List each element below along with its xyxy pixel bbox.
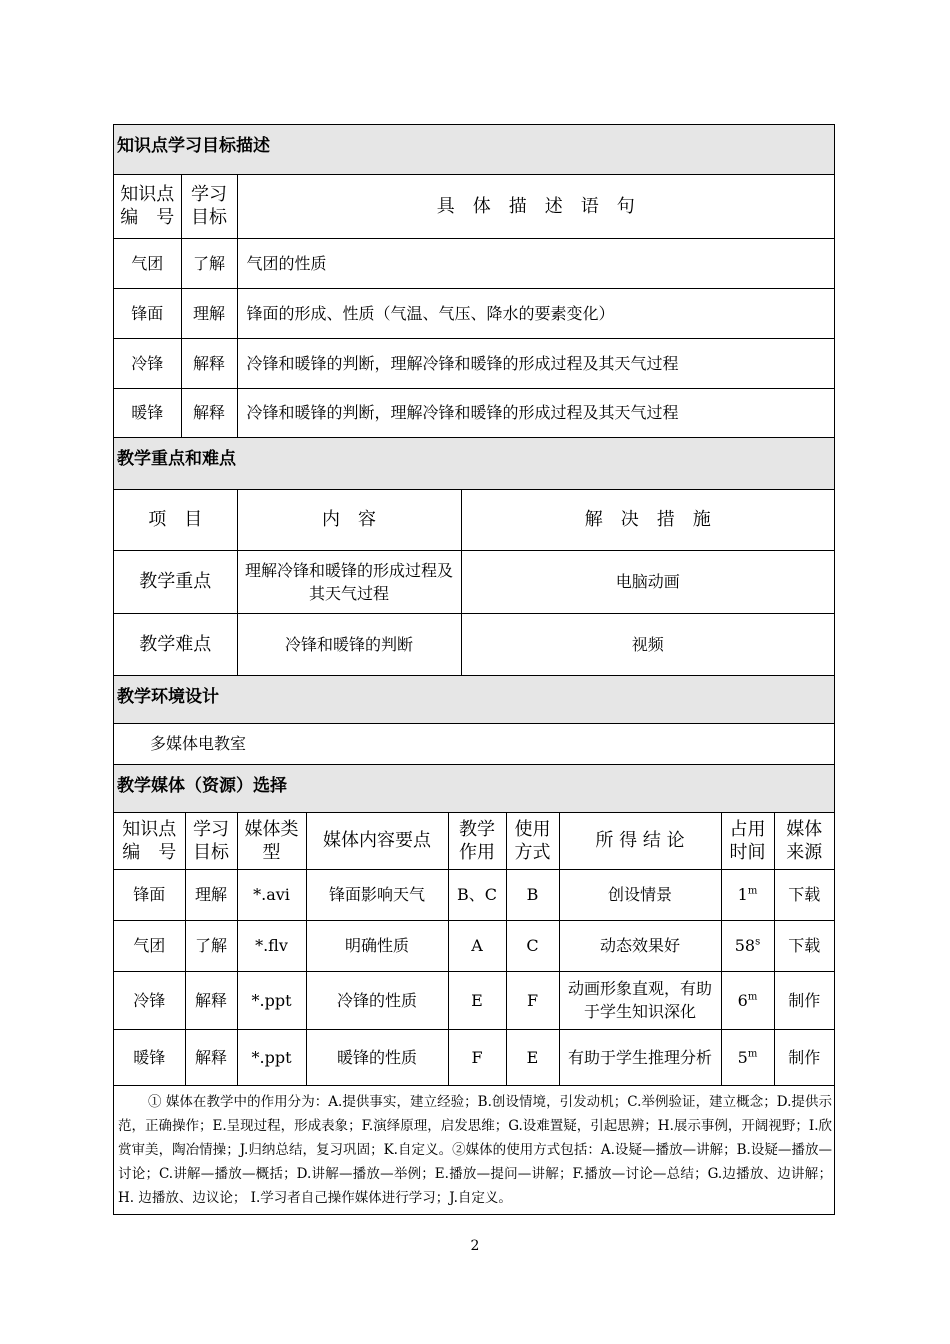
table-row [114,338,834,388]
header-cell: 具 体 描 述 语 句 [237,175,834,238]
table-row [114,288,834,338]
type-cell: *.ppt [237,971,306,1029]
time-cell [721,971,774,1029]
environment-text: 多媒体电教室 [150,734,247,753]
goal-cell: 了解 [185,920,237,971]
use-cell: C [506,920,559,971]
table-row [114,920,834,971]
keypoints-heading: 教学重点和难点 [117,449,236,469]
type-cell: *.avi [237,869,306,920]
role-cell: A [448,920,506,971]
point-cell: 气团 [114,920,185,971]
table-header-row [114,813,834,869]
section-heading [114,765,834,813]
time-unit: m [747,991,758,1003]
time-unit: m [747,1048,758,1060]
table-row [114,613,834,675]
point-cell: 冷锋 [114,338,181,388]
time-cell [721,920,774,971]
role-cell: F [448,1029,506,1085]
table-row [114,971,834,1029]
header-cell: 所 得 结 论 [559,813,721,869]
header-cell: 使用方式 [506,813,559,869]
header-cell: 学习目标 [181,175,237,238]
time-value: 6 [737,990,748,1010]
table-row [114,388,834,437]
desc-cell: 冷锋和暖锋的判断，理解冷锋和暖锋的形成过程及其天气过程 [237,388,834,437]
header-cell: 学习目标 [185,813,237,869]
environment-section [113,676,835,765]
goal-cell: 解释 [185,971,237,1029]
header-cell: 媒体类型 [237,813,306,869]
header-cell: 媒体来源 [774,813,834,869]
section-heading [114,676,834,724]
result-cell: 创设情景 [559,869,721,920]
goal-cell: 解释 [181,338,237,388]
source-cell: 制作 [774,971,834,1029]
time-value: 1 [737,885,748,904]
type-cell: *.ppt [237,1029,306,1085]
goal-cell: 了解 [181,238,237,288]
time-value: 58 [734,936,756,955]
point-cell: 暖锋 [114,1029,185,1085]
keypoints-section [113,438,835,676]
role-cell: E [448,971,506,1029]
time-unit: m [747,885,758,897]
time-cell [721,869,774,920]
source-cell: 下载 [774,920,834,971]
role-cell: B、C [448,869,506,920]
time-value: 5 [737,1047,748,1067]
point-cell: 锋面 [114,869,185,920]
content-cell: 锋面影响天气 [306,869,448,920]
time-unit: s [755,936,761,948]
point-cell: 气团 [114,238,181,288]
result-cell: 动态效果好 [559,920,721,971]
keypoints-table [114,490,834,675]
table-header-row [114,175,834,238]
content-cell: 明确性质 [306,920,448,971]
goal-cell: 理解 [185,869,237,920]
header-cell: 项 目 [114,490,237,550]
use-cell: B [506,869,559,920]
page-number: 2 [470,1238,480,1254]
time-cell [721,1029,774,1085]
content-cell: 理解冷锋和暖锋的形成过程及其天气过程 [237,550,461,613]
goal-cell: 解释 [181,388,237,437]
header-cell: 教学作用 [448,813,506,869]
section-heading [114,438,834,490]
point-cell: 暖锋 [114,388,181,437]
section-heading [114,125,834,175]
result-cell: 有助于学生推理分析 [559,1029,721,1085]
objectives-section [113,124,835,438]
objectives-heading: 知识点学习目标描述 [117,136,270,156]
content-cell: 冷锋和暖锋的判断 [237,613,461,675]
point-cell: 冷锋 [114,971,185,1029]
use-cell: E [506,1029,559,1085]
header-cell: 占用时间 [721,813,774,869]
solution-cell: 视频 [461,613,834,675]
header-cell: 知识点编 号 [114,175,181,238]
environment-heading: 教学环境设计 [117,687,219,707]
desc-cell: 气团的性质 [237,238,834,288]
source-cell: 下载 [774,869,834,920]
table-row [114,550,834,613]
source-cell: 制作 [774,1029,834,1085]
table-row [114,869,834,920]
use-cell: F [506,971,559,1029]
content-cell: 暖锋的性质 [306,1029,448,1085]
table-row [114,238,834,288]
item-cell: 教学重点 [114,550,237,613]
point-cell: 锋面 [114,288,181,338]
media-heading: 教学媒体（资源）选择 [117,776,287,796]
header-cell: 解 决 措 施 [461,490,834,550]
header-cell: 知识点编 号 [114,813,185,869]
content-cell: 冷锋的性质 [306,971,448,1029]
header-cell: 内 容 [237,490,461,550]
solution-cell: 电脑动画 [461,550,834,613]
result-cell: 动画形象直观，有助于学生知识深化 [559,971,721,1029]
header-cell: 媒体内容要点 [306,813,448,869]
type-cell: *.flv [237,920,306,971]
media-section [113,765,835,1215]
lesson-plan-sheet [113,124,835,1215]
goal-cell: 理解 [181,288,237,338]
desc-cell: 冷锋和暖锋的判断，理解冷锋和暖锋的形成过程及其天气过程 [237,338,834,388]
objectives-table [114,175,834,437]
media-table [114,813,834,1085]
desc-cell: 锋面的形成、性质（气温、气压、降水的要素变化） [237,288,834,338]
goal-cell: 解释 [185,1029,237,1085]
table-row [114,1029,834,1085]
table-header-row [114,490,834,550]
media-footnote: ① 媒体在教学中的作用分为：A.提供事实，建立经验；B.创设情境，引发动机；C.举例验证，建立概念；D.提供示范，正确操作；E.呈现过程，形成表象；F.演绎原理，启发思维；G.设难置疑，引起思辨；H.展示事例，开阔视野；I.欣赏审美，陶冶情操；J.归纳总结，复习巩固；K.自定义。②媒体的使用方式包括：A.设疑—播放—讲解；B.设疑—播放—讨论；C.讲解—播放—概括；D.讲解—播放—举例；E.播放—提问—讲解；F.播放—讨论—总结；G.边播放、边讲解；H. 边播放、边议论； I.学习者自己操作媒体进行学习；J.自定义。 [114,1085,834,1214]
item-cell: 教学难点 [114,613,237,675]
